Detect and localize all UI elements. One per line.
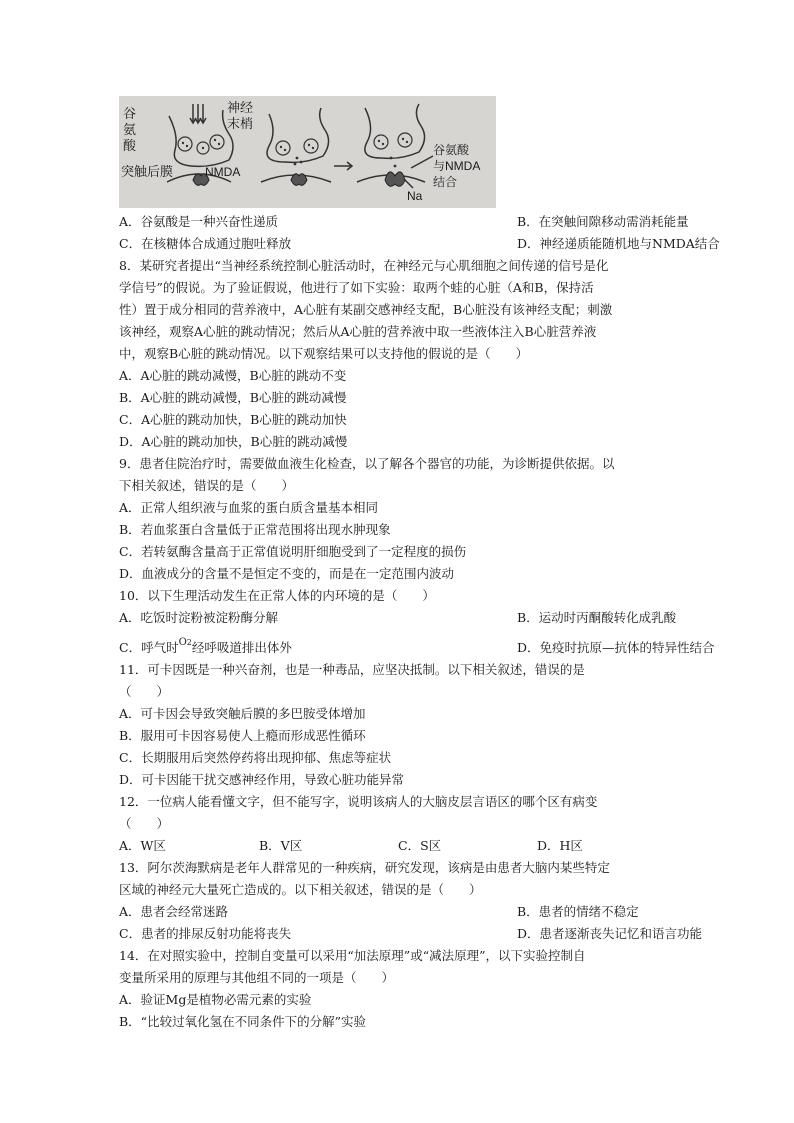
q8-option-a: A．A心脏的跳动减慢，B心脏的跳动不变 — [119, 368, 347, 383]
q13-option-c: C．患者的排尿反射功能将丧失 — [119, 926, 292, 941]
q10-stem: 10．以下生理活动发生在正常人体的内环境的是（ ） — [119, 588, 435, 603]
q8-stem-line-2: 学信号”的假说。为了验证假说，他进行了如下实验：取两个蛙的心脏（A和B，保持活 — [119, 280, 594, 295]
q11-option-d: D．可卡因能干扰交感神经作用，导致心脏功能异常 — [119, 772, 405, 787]
q12-stem-line-2: （ ） — [119, 816, 170, 831]
q10-option-c — [119, 637, 292, 655]
q8-stem-line-3: 性）置于成分相同的营养液中，A心脏有某副交感神经支配，B心脏没有该神经支配；刺激 — [119, 302, 613, 317]
q11-option-b: B．服用可卡因容易使人上瘾而形成恶性循环 — [119, 728, 366, 743]
label-bind-3: 结合 — [433, 175, 458, 189]
label-glutamate-2: 氨 — [123, 122, 137, 137]
q9-stem-line-2: 下相关叙述，错误的是（ ） — [119, 478, 295, 493]
q8-stem-line-5: 中，观察B心脏的跳动情况。以下观察结果可以支持他的假说的是（ ） — [119, 346, 529, 361]
q11-stem-line-1: 11．可卡因既是一种兴奋剂，也是一种毒品，应坚决抵制。以下相关叙述，错误的是 — [119, 662, 585, 677]
q9-option-c: C．若转氨酶含量高于正常值说明肝细胞受到了一定程度的损伤 — [119, 544, 467, 559]
label-glutamate-1: 谷 — [123, 106, 137, 121]
q12-option-c: C．S区 — [398, 838, 442, 853]
q10-option-d: D．免疫时抗原—抗体的特异性结合 — [517, 640, 715, 655]
q9-option-d: D．血液成分的含量不是恒定不变的，而是在一定范围内波动 — [119, 566, 455, 581]
q14-stem-line-2: 变量所采用的原理与其他组不同的一项是（ ） — [119, 970, 395, 985]
q13-option-d: D．患者逐渐丧失记忆和语言功能 — [517, 926, 703, 941]
label-bind-2: 与NMDA — [433, 159, 481, 173]
q10-option-c-prefix: C．呼气时 — [119, 640, 179, 655]
q10-option-c-suffix: 经呼吸道排出体外 — [191, 640, 292, 655]
q13-option-row-2 — [119, 926, 703, 942]
q12-option-b: B．V区 — [259, 838, 303, 853]
synapse-figure — [119, 96, 496, 208]
synapse-diagram — [119, 96, 496, 208]
q13-option-a: A．患者会经常迷路 — [119, 904, 229, 919]
q8-stem-line-1: 8．某研究者提出“当神经系统控制心脏活动时，在神经元与心肌细胞之间传递的信号是化 — [119, 258, 609, 273]
q7-option-d: D．神经递质能随机地与NMDA结合 — [517, 236, 720, 251]
q8-option-c: C．A心脏的跳动加快，B心脏的跳动加快 — [119, 412, 347, 427]
label-na: Na — [407, 189, 423, 203]
q10-option-a: A．吃饭时淀粉被淀粉酶分解 — [119, 610, 279, 625]
q7-option-row-1 — [119, 214, 689, 230]
q11-option-a: A．可卡因会导致突触后膜的多巴胺受体增加 — [119, 706, 366, 721]
q11-option-c: C．长期服用后突然停药将出现抑郁、焦虑等症状 — [119, 750, 392, 765]
q11-stem-line-2: （ ） — [119, 684, 170, 699]
q9-option-b: B．若血浆蛋白含量低于正常范围将出现水肿现象 — [119, 522, 391, 537]
q10-option-c-o2: O2 — [178, 637, 192, 648]
q13-stem-line-1: 13．阿尔茨海默病是老年人群常见的一种疾病，研究发现，该病是由患者大脑内某些特定 — [119, 860, 610, 875]
label-glutamate-3: 酸 — [123, 138, 137, 153]
q14-stem-line-1: 14．在对照实验中，控制自变量可以采用“加法原理”或“减法原理”，以下实验控制自 — [119, 948, 586, 963]
q8-option-d: D．A心脏的跳动加快，B心脏的跳动减慢 — [119, 434, 348, 449]
q7-option-b: B．在突触间隙移动需消耗能量 — [517, 214, 689, 229]
q14-option-b: B．“比较过氧化氢在不同条件下的分解”实验 — [119, 1014, 366, 1029]
q7-option-a: A．谷氨酸是一种兴奋性递质 — [119, 214, 279, 229]
q10-option-b: B．运动时丙酮酸转化成乳酸 — [517, 610, 677, 625]
q13-stem-line-2: 区域的神经元大量死亡造成的。以下相关叙述，错误的是（ ） — [119, 882, 482, 897]
label-nmda: NMDA — [205, 165, 241, 179]
q10-option-row-2 — [119, 637, 715, 658]
q14-option-a: A．验证Mg是植物必需元素的实验 — [119, 992, 312, 1007]
q9-option-a: A．正常人组织液与血浆的蛋白质含量基本相同 — [119, 500, 379, 515]
label-postsynaptic-membrane: 突触后膜 — [121, 164, 174, 179]
label-nerve-ending-1: 神经 — [227, 100, 254, 115]
q7-option-c: C．在核糖体合成通过胞吐释放 — [119, 236, 292, 251]
label-bind-1: 谷氨酸 — [433, 143, 470, 157]
q13-option-b: B．患者的情绪不稳定 — [517, 904, 639, 919]
q10-option-row-1 — [119, 610, 677, 626]
q8-stem-line-4: 该神经，观察A心脏的跳动情况；然后从A心脏的营养液中取一些液体注入B心脏营养液 — [119, 324, 597, 339]
q12-stem-line-1: 12．一位病人能看懂文字，但不能写字，说明该病人的大脑皮层言语区的哪个区有病变 — [119, 794, 598, 809]
q8-option-b: B．A心脏的跳动减慢，B心脏的跳动减慢 — [119, 390, 347, 405]
q12-option-d: D．H区 — [537, 838, 583, 853]
q9-stem-line-1: 9．患者住院治疗时，需要做血液生化检查，以了解各个器官的功能，为诊断提供依据。以 — [119, 456, 615, 471]
q7-option-row-2 — [119, 236, 720, 252]
label-nerve-ending-2: 末梢 — [227, 116, 254, 131]
q13-option-row-1 — [119, 904, 639, 920]
q12-option-a: A．W区 — [119, 838, 166, 853]
